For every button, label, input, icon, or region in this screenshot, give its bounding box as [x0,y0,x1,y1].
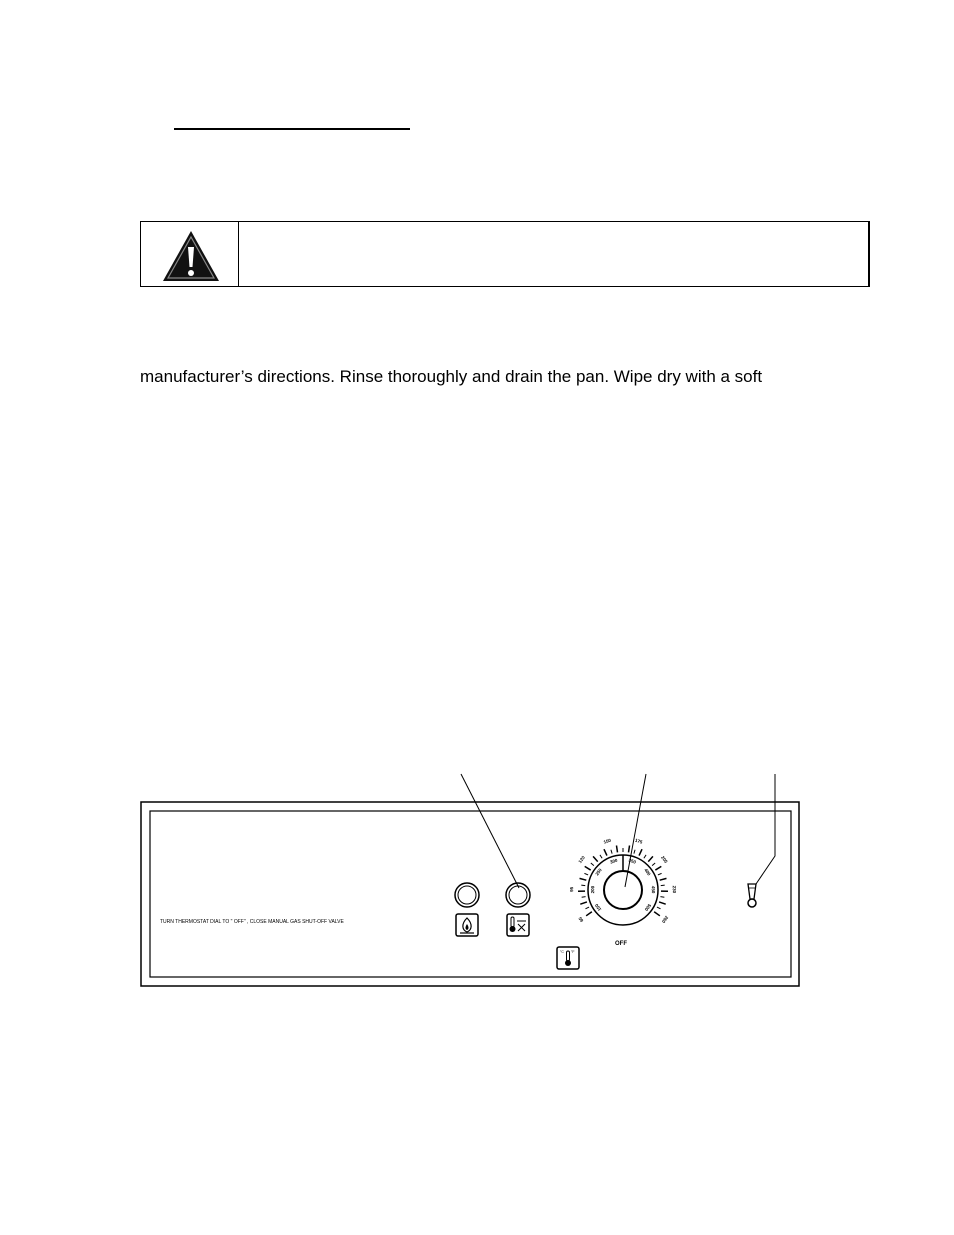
warning-box [140,221,870,287]
dial-tick [585,866,591,870]
thermostat-dial-knob [604,871,642,909]
dial-f-label: 300 [609,857,619,865]
power-toggle-switch[interactable] [748,884,756,907]
dial-f-label: 450 [650,885,656,894]
flame-icon [456,914,478,936]
control-panel-diagram [0,760,954,1000]
dial-tick [600,855,602,858]
dial-tick [585,907,589,909]
dial-f-label: 500 [643,902,653,912]
dial-c-label: 260 [660,914,670,924]
dial-tick [639,849,642,855]
panel-inner-frame [150,811,791,977]
callout-line-switch [756,774,775,884]
pilot-indicator-button[interactable] [455,883,479,907]
dial-tick [652,863,655,866]
dial-tick [657,907,661,909]
dial-tick [580,902,587,904]
dial-c-label: 150 [602,837,612,845]
dial-c-label: 230 [671,885,677,894]
dial-f-label: 350 [627,857,637,865]
dial-tick [644,855,646,858]
dial-f-label: 400 [643,867,652,877]
dial-tick [654,912,660,916]
dial-tick [604,849,607,855]
dial-f-label: 200 [590,885,596,894]
dial-tick [660,897,664,898]
dial-tick [634,850,635,854]
callout-line-pilot [461,774,519,888]
dial-tick [648,856,653,861]
dial-tick [660,878,667,880]
dial-tick [616,845,617,852]
dial-tick [584,873,588,875]
dial-tick [629,845,630,852]
dial-c-label: 175 [634,837,644,845]
dial-tick [582,897,586,898]
dial-c-label: 205 [660,855,669,865]
dial-f-label: 250 [594,867,603,877]
warning-icon-cell [141,222,239,286]
section-heading-underline [174,128,410,130]
dial-tick [593,856,598,861]
dial-tick [658,873,662,875]
panel-outer-frame [141,802,799,986]
dial-f-label: 150 [593,902,603,912]
dial-tick [655,866,661,870]
dial-tick [611,850,612,854]
warning-triangle-icon [161,229,221,283]
heat-indicator-thermometer-icon [507,914,529,936]
svg-text:°C: °C [560,950,564,954]
body-paragraph-line: manufacturer’s directions. Rinse thoroughly and drain the pan. Wipe dry with a soft [140,367,763,386]
dial-c-label: 120 [577,855,586,865]
dial-off-label: OFF [615,941,627,947]
dial-tick [586,912,592,916]
svg-text:°F: °F [571,950,575,954]
dial-tick [580,878,587,880]
dial-c-label: 65 [577,915,585,923]
panel-instruction-text: TURN THERMOSTAT DIAL TO " OFF" , CLOSE MANUAL GAS SHUT-OFF VALVE [160,919,344,925]
dial-c-label: 95 [569,886,575,892]
temperature-thermometer-icon [557,947,579,969]
thermostat-dial[interactable] [569,837,677,947]
dial-tick [659,902,666,904]
dial-tick [591,863,594,866]
